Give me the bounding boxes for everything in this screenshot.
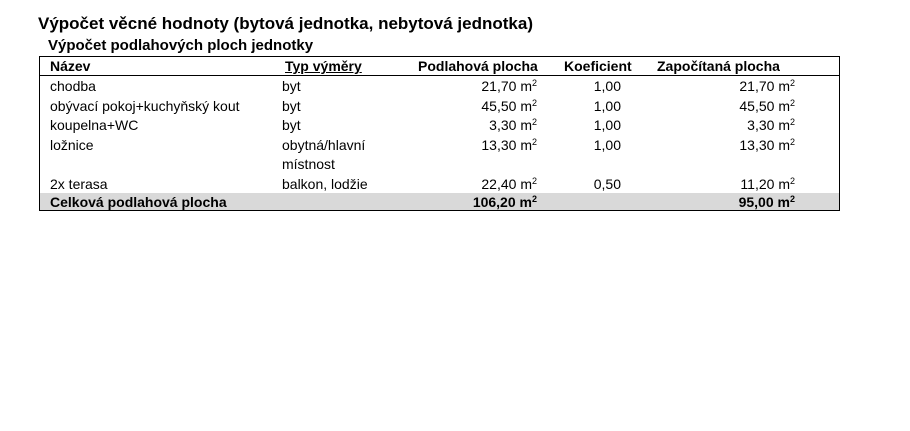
row-counted-area: 11,20 $m^2$: [740, 176, 795, 192]
row-name: koupelna+WC: [50, 117, 139, 133]
row-name: chodba: [50, 78, 96, 94]
watermark: COVA: [340, 243, 451, 274]
section-subtitle: Výpočet podlahových ploch jednotky: [48, 37, 314, 54]
header-name: Název: [50, 58, 91, 74]
row-type: byt: [282, 78, 301, 94]
row-type: byt: [282, 117, 301, 133]
row-name: ložnice: [50, 137, 94, 153]
header-coefficient: Koeficient: [564, 58, 632, 74]
row-floor-area: 21,70 $m^2$: [481, 78, 537, 94]
total-label: Celková podlahová plocha: [50, 194, 227, 210]
header-floor-area: Podlahová plocha: [418, 58, 538, 74]
total-counted-area: 95,00 $m^2$: [738, 194, 795, 210]
page-title: Výpočet věcné hodnoty (bytová jednotka, nebytová jednotka): [38, 14, 533, 33]
row-name: 2x terasa: [50, 176, 108, 192]
row-coefficient: 1,00: [593, 117, 621, 133]
total-floor-area: 106,20 $m^2$: [472, 194, 537, 210]
row-counted-area: 21,70 $m^2$: [739, 78, 795, 94]
row-floor-area: 3,30 $m^2$: [489, 117, 537, 133]
row-counted-area: 45,50 $m^2$: [739, 98, 795, 114]
row-type: balkon, lodžie: [282, 176, 368, 192]
row-coefficient: 1,00: [593, 98, 621, 114]
row-name: obývací pokoj+kuchyňský kout: [50, 98, 240, 114]
row-floor-area: 13,30 $m^2$: [481, 137, 537, 153]
row-type-line2: místnost: [282, 156, 335, 172]
row-floor-area: 45,50 $m^2$: [481, 98, 537, 114]
row-coefficient: 0,50: [593, 176, 621, 192]
row-floor-area: 22,40 $m^2$: [481, 176, 537, 192]
row-type: byt: [282, 98, 301, 114]
row-type: obytná/hlavní: [282, 137, 366, 153]
floor-area-table: [39, 56, 840, 274]
row-counted-area: 13,30 $m^2$: [739, 137, 795, 153]
header-counted-area: Započítaná plocha: [657, 58, 780, 74]
row-counted-area: 3,30 $m^2$: [747, 117, 795, 133]
row-coefficient: 1,00: [593, 137, 621, 153]
row-coefficient: 1,00: [593, 78, 621, 94]
header-type: Typ výměry: [285, 58, 362, 74]
